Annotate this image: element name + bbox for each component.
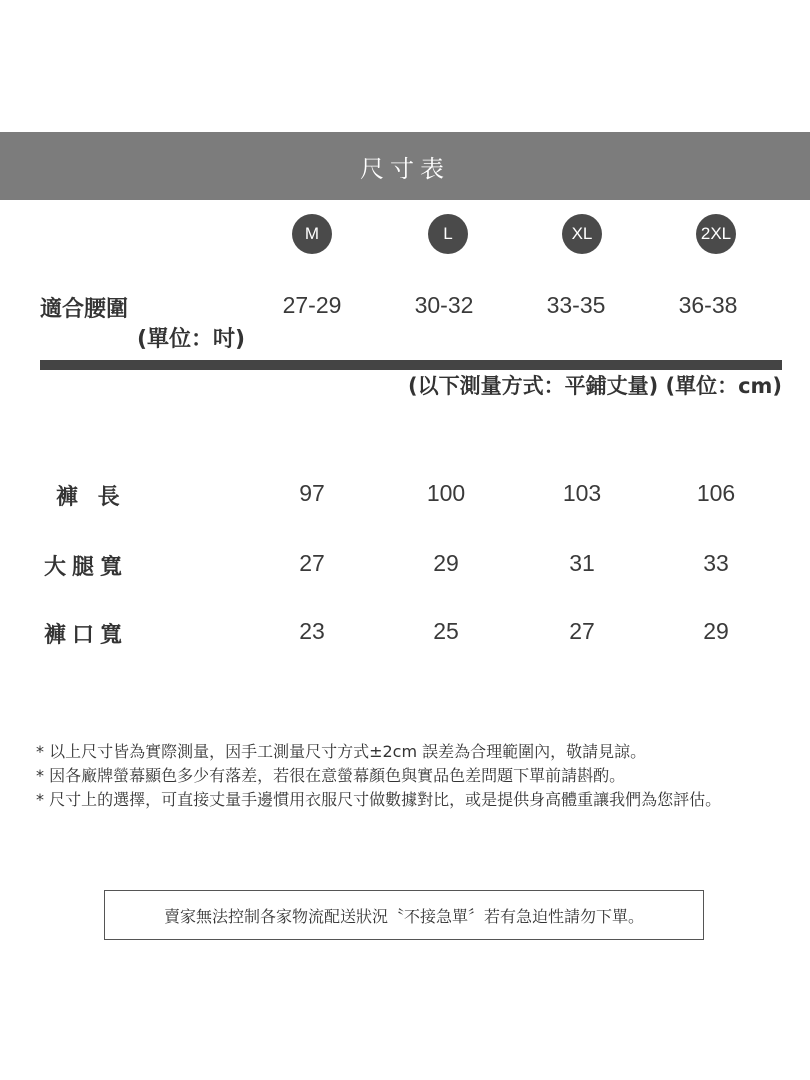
table-cell: 106 [696,480,736,506]
waist-value-l: 30-32 [414,292,474,318]
shipping-warning-text: 賣家無法控制各家物流配送狀況〝不接急單〞若有急迫性請勿下單。 [163,906,644,926]
notes-list [36,740,796,812]
row-label-thigh-width: 大腿寬 [44,555,129,580]
size-badge-2xl [696,214,736,254]
shipping-warning-box [104,890,704,940]
waist-value-m: 27-29 [282,292,342,318]
page-title: 尺寸表 [360,154,450,183]
table-cell: 103 [562,480,602,506]
table-cell: 25 [433,618,459,644]
table-cell: 100 [426,480,466,506]
size-label: 2XL [700,224,732,243]
size-label: L [443,224,453,243]
row-label-hem-width: 褲口寬 [44,623,129,648]
waist-label: 適合腰圍 [40,297,129,322]
table-cell: 29 [433,550,459,576]
measurement-note: (以下測量方式：平鋪丈量) (單位：cm) [407,374,782,398]
row-label-pants-length: 褲 長 [56,485,126,510]
note-item: * 尺寸上的選擇，可直接丈量手邊慣用衣服尺寸做數據對比，或是提供身高體重讓我們為您評估。 [36,790,722,809]
size-label: XL [571,224,593,243]
note-item: * 因各廠牌螢幕顯色多少有落差，若很在意螢幕顏色與實品色差問題下單前請斟酌。 [36,766,626,785]
section-divider [40,360,782,370]
size-label: M [304,224,320,243]
note-item: * 以上尺寸皆為實際測量，因手工測量尺寸方式±2cm 誤差為合理範圍內，敬請見諒。 [36,742,647,761]
table-cell: 31 [569,550,595,576]
waist-value-xl: 33-35 [546,292,606,318]
table-cell: 29 [703,618,729,644]
waist-value-2xl: 36-38 [678,292,738,318]
table-cell: 33 [703,550,729,576]
size-badge-xl [562,214,602,254]
table-cell: 27 [569,618,595,644]
waist-unit: (單位：吋) [137,327,246,352]
size-badge-m [292,214,332,254]
table-cell: 23 [299,618,325,644]
size-chart-header [0,132,810,200]
size-badge-l [428,214,468,254]
table-cell: 97 [299,480,325,506]
table-cell: 27 [299,550,325,576]
